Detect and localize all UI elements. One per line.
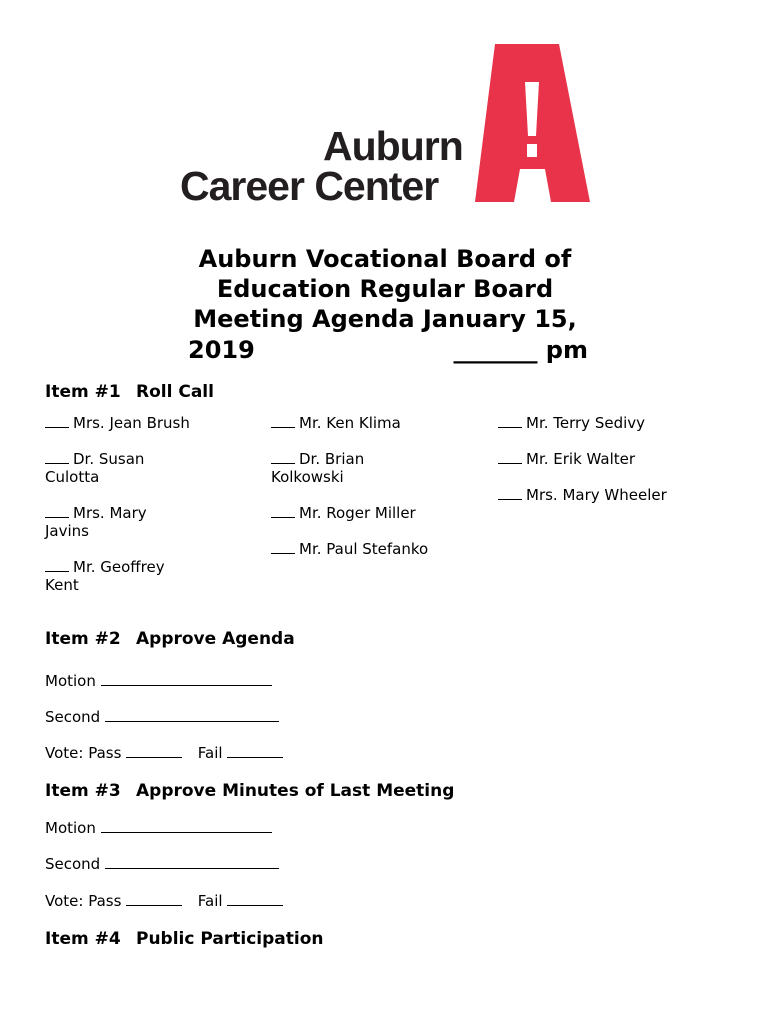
roll-call-member: Mr. Roger Miller xyxy=(271,504,431,522)
attendance-blank[interactable] xyxy=(45,558,69,572)
title-line-3: Meeting Agenda January 15, xyxy=(193,305,577,333)
item-1-heading xyxy=(45,381,214,403)
item-number: Item #1 xyxy=(45,382,121,402)
title-line-1: Auburn Vocational Board of xyxy=(198,245,572,273)
roll-call-member: Mrs. Jean Brush xyxy=(45,414,195,432)
attendance-blank[interactable] xyxy=(271,540,295,554)
item-2-vote-field: Vote: Pass Fail xyxy=(45,744,283,762)
attendance-blank[interactable] xyxy=(45,450,69,464)
roll-call-member: Mr. Terry Sedivy xyxy=(498,414,748,432)
motion-blank[interactable] xyxy=(101,672,272,686)
logo-line-1: Auburn xyxy=(323,123,463,169)
item-number: Item #4 xyxy=(45,929,121,949)
attendance-blank[interactable] xyxy=(498,450,522,464)
item-3-motion-field: Motion xyxy=(45,819,272,837)
title-time-blank: _______ pm xyxy=(453,336,588,364)
attendance-blank[interactable] xyxy=(45,414,69,428)
item-3-second-field: Second xyxy=(45,855,279,873)
pass-blank[interactable] xyxy=(126,892,182,906)
roll-call-member: Mrs. Mary Wheeler xyxy=(498,486,748,504)
roll-call-member: Dr. Brian Kolkowski xyxy=(271,450,365,486)
roll-call-column-2 xyxy=(271,414,431,576)
roll-call-member: Mrs. Mary Javins xyxy=(45,504,147,540)
motion-blank[interactable] xyxy=(101,819,272,833)
fail-blank[interactable] xyxy=(227,744,283,758)
item-3-heading xyxy=(45,780,454,802)
title-line-2: Education Regular Board xyxy=(216,275,554,303)
item-3-vote-field: Vote: Pass Fail xyxy=(45,892,283,910)
roll-call-column-3 xyxy=(498,414,748,522)
second-blank[interactable] xyxy=(105,708,279,722)
logo-line-2: Career Center xyxy=(180,163,439,209)
item-2-motion-field: Motion xyxy=(45,672,272,690)
attendance-blank[interactable] xyxy=(271,504,295,518)
pass-blank[interactable] xyxy=(126,744,182,758)
item-label: Public Participation xyxy=(136,929,324,949)
attendance-blank[interactable] xyxy=(45,504,69,518)
attendance-blank[interactable] xyxy=(271,450,295,464)
auburn-career-center-logo xyxy=(180,44,600,209)
attendance-blank[interactable] xyxy=(271,414,295,428)
item-2-heading xyxy=(45,628,295,650)
attendance-blank[interactable] xyxy=(498,414,522,428)
roll-call-member: Mr. Erik Walter xyxy=(498,450,748,468)
item-4-heading xyxy=(45,928,323,950)
roll-call-member: Mr. Geoffrey Kent xyxy=(45,558,165,594)
roll-call-column-1 xyxy=(45,414,195,612)
attendance-blank[interactable] xyxy=(498,486,522,500)
roll-call-member: Mr. Ken Klima xyxy=(271,414,431,432)
title-year: 2019 xyxy=(188,336,255,364)
logo-a-mark-icon xyxy=(475,44,590,202)
item-label: Roll Call xyxy=(136,382,214,402)
item-label: Approve Minutes of Last Meeting xyxy=(136,781,455,801)
item-number: Item #2 xyxy=(45,629,121,649)
agenda-title xyxy=(150,244,620,334)
roll-call-member: Dr. Susan Culotta xyxy=(45,450,145,486)
item-number: Item #3 xyxy=(45,781,121,801)
item-label: Approve Agenda xyxy=(136,629,295,649)
roll-call-member: Mr. Paul Stefanko xyxy=(271,540,431,558)
item-2-second-field: Second xyxy=(45,708,279,726)
second-blank[interactable] xyxy=(105,855,279,869)
fail-blank[interactable] xyxy=(227,892,283,906)
